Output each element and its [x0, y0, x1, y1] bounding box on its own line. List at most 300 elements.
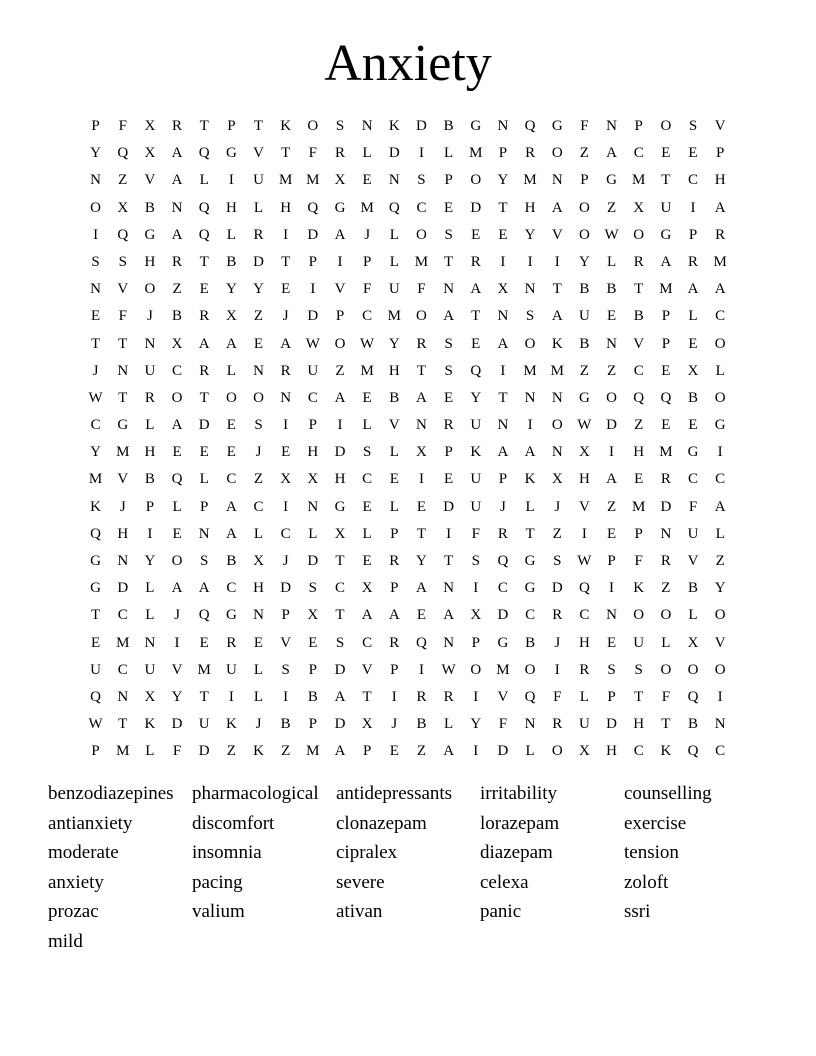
grid-letter: R	[715, 226, 726, 243]
grid-letter: S	[444, 226, 453, 243]
grid-letter: B	[688, 716, 699, 733]
grid-letter: Q	[416, 634, 427, 651]
grid-letter: O	[687, 661, 699, 678]
grid-letter: G	[524, 580, 536, 597]
grid-letter: A	[388, 607, 400, 624]
grid-letter: P	[308, 661, 317, 678]
grid-row	[82, 684, 734, 711]
grid-letter: O	[144, 281, 156, 298]
word-list-item: cipralex	[336, 842, 398, 864]
grid-letter: O	[307, 118, 319, 134]
grid-letter: A	[416, 389, 427, 406]
grid-letter: U	[388, 281, 400, 298]
grid-letter: N	[388, 172, 400, 189]
grid-letter: D	[280, 580, 292, 597]
grid-letter: N	[606, 118, 617, 134]
grid-letter: Z	[552, 525, 562, 542]
grid-letter: J	[282, 308, 289, 325]
grid-letter: Z	[253, 308, 264, 325]
grid-letter: W	[604, 226, 619, 243]
grid-letter: L	[389, 444, 399, 461]
grid-letter: D	[334, 661, 346, 678]
grid-letter: L	[715, 525, 725, 542]
grid-letter: N	[117, 688, 129, 705]
grid-letter: C	[633, 145, 644, 162]
grid-letter: P	[227, 118, 236, 134]
grid-letter: R	[334, 145, 345, 162]
grid-letter: K	[280, 118, 292, 134]
grid-letter: N	[497, 308, 509, 325]
grid-letter: L	[389, 253, 399, 270]
grid-letter: A	[171, 417, 183, 434]
grid-letter: S	[607, 661, 616, 678]
grid-letter: V	[361, 661, 373, 678]
grid-letter: V	[551, 226, 563, 243]
grid-letter: D	[497, 607, 509, 624]
grid-letter: U	[660, 199, 672, 216]
grid-letter: K	[253, 743, 264, 760]
grid-letter: H	[307, 444, 319, 461]
grid-letter: X	[497, 281, 509, 298]
grid-letter: L	[525, 743, 535, 760]
grid-letter: T	[253, 118, 264, 134]
grid-letter: X	[253, 553, 264, 569]
grid-letter: W	[441, 661, 456, 678]
grid-letter: P	[335, 308, 345, 325]
grid-letter: M	[632, 498, 646, 515]
grid-letter: P	[91, 743, 100, 760]
grid-letter: B	[226, 253, 237, 270]
grid-letter: J	[174, 607, 180, 624]
grid-letter: F	[580, 118, 589, 134]
grid-letter: J	[554, 498, 561, 515]
grid-letter: D	[198, 743, 210, 760]
grid-letter: Y	[90, 444, 101, 461]
grid-letter: Z	[606, 498, 617, 515]
grid-letter: D	[198, 417, 210, 434]
grid-letter: M	[469, 145, 483, 162]
grid-letter: L	[226, 362, 236, 379]
grid-letter: N	[497, 118, 509, 134]
grid-letter: I	[228, 688, 234, 705]
grid-letter: Q	[198, 145, 210, 162]
grid-letter: J	[92, 362, 99, 379]
grid-letter: A	[171, 580, 183, 597]
grid-letter: Q	[633, 389, 645, 406]
grid-letter: R	[688, 253, 699, 270]
grid-letter: I	[418, 661, 424, 678]
grid-row	[82, 521, 734, 548]
grid-letter: W	[360, 335, 375, 352]
word-list-item: exercise	[624, 812, 687, 834]
grid-letter: A	[198, 335, 210, 352]
grid-letter: Y	[171, 688, 183, 705]
grid-letter: C	[253, 498, 264, 515]
grid-letter: R	[416, 688, 427, 705]
grid-letter: I	[337, 253, 343, 270]
grid-letter: L	[253, 661, 264, 678]
grid-letter: N	[144, 335, 156, 352]
grid-letter: V	[633, 335, 645, 352]
grid-letter: Y	[416, 553, 427, 569]
grid-letter: C	[117, 661, 128, 678]
grid-letter: D	[470, 199, 482, 216]
grid-row	[82, 385, 734, 412]
grid-letter: B	[280, 716, 291, 733]
grid-letter: I	[554, 661, 560, 678]
grid-letter: D	[117, 580, 129, 597]
grid-letter: U	[225, 661, 237, 678]
grid-letter: F	[118, 308, 127, 325]
grid-letter: E	[471, 335, 481, 352]
grid-letter: H	[388, 362, 400, 379]
grid-letter: P	[200, 498, 209, 515]
grid-letter: K	[144, 716, 156, 733]
grid-letter: P	[444, 172, 453, 189]
grid-letter: N	[416, 417, 427, 434]
grid-letter: C	[715, 743, 726, 760]
grid-letter: C	[117, 607, 128, 624]
grid-letter: K	[660, 743, 672, 760]
grid-letter: P	[390, 525, 399, 542]
grid-letter: Z	[172, 281, 182, 298]
grid-letter: P	[607, 688, 616, 705]
grid-letter: U	[307, 362, 319, 379]
grid-letter: Y	[524, 226, 536, 243]
grid-letter: C	[688, 471, 699, 488]
grid-letter: N	[497, 417, 509, 434]
grid-letter: I	[473, 580, 479, 597]
grid-letter: E	[661, 145, 671, 162]
grid-letter: V	[117, 471, 129, 488]
grid-letter: O	[253, 389, 264, 406]
grid-letter: M	[116, 444, 130, 461]
grid-letter: S	[118, 253, 127, 270]
grid-letter: I	[283, 417, 289, 434]
grid-letter: L	[145, 607, 155, 624]
grid-letter: Q	[307, 199, 319, 216]
grid-letter: B	[633, 308, 644, 325]
word-list-item: ssri	[624, 901, 651, 923]
grid-letter: O	[524, 335, 536, 352]
grid-letter: V	[334, 281, 346, 298]
grid-letter: A	[225, 525, 237, 542]
page-title: Anxiety	[324, 35, 492, 92]
grid-letter: M	[279, 172, 293, 189]
grid-letter: I	[717, 444, 723, 461]
grid-letter: Z	[281, 743, 291, 760]
grid-letter: H	[117, 525, 129, 542]
grid-letter: L	[253, 688, 264, 705]
grid-letter: E	[389, 743, 399, 760]
grid-letter: I	[609, 444, 615, 461]
grid-letter: N	[551, 172, 563, 189]
grid-letter: E	[172, 444, 182, 461]
grid-letter: M	[360, 199, 374, 216]
grid-letter: T	[90, 607, 101, 624]
grid-letter: P	[390, 580, 399, 597]
grid-letter: E	[471, 226, 481, 243]
grid-letter: X	[578, 444, 590, 461]
word-list-item: discomfort	[192, 812, 275, 834]
grid-letter: V	[714, 118, 726, 134]
grid-letter: R	[199, 308, 210, 325]
grid-letter: T	[525, 525, 535, 542]
grid-letter: H	[144, 253, 156, 270]
grid-letter: I	[283, 226, 289, 243]
grid-letter: B	[579, 335, 590, 352]
grid-letter: A	[416, 580, 427, 597]
word-list-item: irritability	[480, 783, 558, 804]
grid-letter: T	[199, 253, 209, 270]
word-list-item: zoloft	[624, 871, 669, 893]
grid-letter: E	[199, 281, 209, 298]
grid-letter: E	[199, 634, 209, 651]
grid-letter: E	[362, 553, 372, 569]
grid-letter: C	[362, 308, 373, 325]
grid-letter: X	[687, 634, 699, 651]
grid-letter: L	[199, 471, 209, 488]
grid-letter: E	[90, 634, 101, 651]
grid-letter: J	[146, 308, 153, 325]
grid-letter: P	[444, 444, 453, 461]
grid-row	[82, 140, 734, 167]
grid-letter: E	[226, 444, 236, 461]
grid-letter: P	[362, 743, 372, 760]
grid-letter: V	[714, 634, 726, 651]
grid-letter: L	[362, 145, 372, 162]
grid-letter: Y	[578, 253, 590, 270]
grid-letter: B	[525, 634, 536, 651]
grid-letter: Z	[715, 553, 725, 569]
grid-letter: I	[609, 580, 615, 597]
grid-letter: Z	[335, 362, 345, 379]
grid-letter: Q	[687, 688, 699, 705]
grid-letter: C	[688, 172, 699, 189]
grid-letter: F	[553, 688, 562, 705]
grid-letter: I	[581, 525, 587, 542]
grid-letter: Z	[661, 580, 671, 597]
grid-letter: E	[172, 525, 182, 542]
grid-letter: L	[606, 253, 617, 270]
grid-letter: N	[524, 389, 536, 406]
grid-letter: L	[362, 417, 372, 434]
grid-letter: I	[717, 688, 723, 705]
grid-letter: T	[199, 118, 209, 134]
grid-letter: G	[117, 417, 129, 434]
grid-letter: E	[634, 471, 644, 488]
grid-letter: T	[661, 172, 671, 189]
grid-letter: W	[88, 389, 103, 406]
grid-letter: X	[470, 607, 482, 624]
grid-letter: L	[172, 498, 182, 515]
grid-letter: I	[283, 688, 289, 705]
grid-letter: G	[497, 634, 509, 651]
grid-letter: G	[660, 226, 672, 243]
grid-letter: O	[551, 145, 563, 162]
grid-letter: N	[524, 281, 536, 298]
grid-letter: V	[280, 634, 292, 651]
grid-letter: D	[416, 118, 427, 134]
grid-letter: Q	[470, 362, 482, 379]
grid-row	[82, 575, 734, 602]
grid-letter: R	[443, 417, 454, 434]
grid-letter: P	[91, 118, 100, 134]
grid-letter: T	[634, 688, 644, 705]
grid-row	[82, 167, 734, 194]
grid-letter: P	[471, 634, 480, 651]
grid-letter: E	[444, 471, 454, 488]
grid-letter: R	[199, 362, 210, 379]
grid-letter: O	[90, 199, 101, 216]
grid-letter: P	[308, 417, 317, 434]
grid-letter: R	[552, 716, 563, 733]
grid-row	[82, 412, 734, 439]
grid-letter: A	[497, 444, 509, 461]
grid-letter: I	[690, 199, 696, 216]
grid-letter: Q	[90, 688, 101, 705]
grid-letter: A	[551, 199, 563, 216]
grid-letter: A	[687, 281, 699, 298]
grid-letter: U	[633, 634, 645, 651]
grid-letter: D	[334, 716, 346, 733]
grid-letter: H	[714, 172, 726, 189]
grid-letter: N	[551, 444, 563, 461]
grid-letter: O	[714, 389, 726, 406]
grid-letter: R	[525, 145, 536, 162]
word-list-item: prozac	[48, 901, 99, 923]
grid-letter: R	[470, 253, 481, 270]
grid-letter: Q	[117, 226, 129, 243]
grid-letter: S	[254, 417, 263, 434]
grid-letter: S	[417, 172, 426, 189]
grid-letter: S	[362, 444, 372, 461]
grid-letter: O	[225, 389, 237, 406]
grid-letter: O	[660, 607, 672, 624]
grid-letter: B	[688, 389, 699, 406]
grid-letter: Q	[388, 199, 400, 216]
grid-letter: I	[418, 145, 424, 162]
letter-grid	[82, 113, 734, 766]
grid-letter: Y	[90, 145, 101, 162]
grid-letter: I	[337, 417, 343, 434]
word-list-item: insomnia	[192, 842, 262, 864]
grid-letter: T	[335, 607, 345, 624]
grid-letter: X	[117, 199, 129, 216]
grid-letter: I	[174, 634, 180, 651]
grid-letter: Q	[198, 607, 210, 624]
grid-letter: E	[416, 607, 427, 624]
grid-letter: H	[334, 471, 346, 488]
grid-letter: A	[225, 498, 237, 515]
grid-letter: A	[497, 335, 509, 352]
grid-letter: A	[443, 607, 455, 624]
grid-letter: C	[280, 525, 291, 542]
grid-letter: R	[389, 634, 400, 651]
word-list-item: diazepam	[480, 842, 553, 864]
grid-letter: H	[633, 444, 645, 461]
grid-letter: S	[281, 661, 290, 678]
grid-letter: P	[716, 145, 725, 162]
grid-letter: F	[417, 281, 426, 298]
grid-letter: D	[443, 498, 455, 515]
grid-letter: H	[225, 199, 237, 216]
grid-letter: O	[714, 335, 726, 352]
grid-row	[82, 222, 734, 249]
grid-letter: I	[500, 253, 506, 270]
grid-letter: I	[228, 172, 234, 189]
grid-letter: O	[470, 661, 482, 678]
grid-letter: E	[606, 308, 617, 325]
grid-letter: H	[606, 743, 617, 760]
grid-letter: X	[171, 335, 183, 352]
grid-letter: B	[172, 308, 183, 325]
grid-letter: P	[688, 226, 698, 243]
grid-letter: N	[253, 362, 264, 379]
grid-letter: T	[199, 389, 209, 406]
grid-letter: S	[91, 253, 100, 270]
grid-letter: F	[118, 118, 127, 134]
grid-letter: J	[119, 498, 126, 515]
grid-letter: D	[606, 716, 617, 733]
grid-letter: G	[578, 389, 590, 406]
grid-letter: V	[578, 498, 590, 515]
grid-letter: N	[443, 281, 455, 298]
grid-letter: E	[688, 417, 698, 434]
word-list-item: benzodiazepines	[48, 783, 174, 804]
grid-letter: Y	[470, 716, 482, 733]
grid-letter: V	[497, 688, 509, 705]
grid-letter: U	[90, 661, 101, 678]
grid-row	[82, 358, 734, 385]
grid-letter: L	[661, 634, 671, 651]
grid-letter: U	[687, 525, 699, 542]
grid-letter: L	[145, 417, 155, 434]
grid-letter: D	[660, 498, 672, 515]
grid-letter: A	[443, 743, 455, 760]
grid-letter: O	[551, 417, 563, 434]
grid-letter: P	[634, 525, 643, 542]
grid-row	[82, 276, 734, 303]
grid-letter: X	[551, 471, 563, 488]
word-list-item: severe	[336, 871, 385, 893]
grid-letter: Z	[226, 743, 236, 760]
grid-letter: J	[554, 634, 561, 651]
grid-letter: A	[606, 145, 617, 162]
grid-letter: P	[281, 607, 290, 624]
grid-letter: W	[305, 335, 320, 352]
grid-letter: X	[280, 471, 292, 488]
grid-letter: I	[554, 253, 560, 270]
grid-letter: W	[88, 716, 103, 733]
grid-letter: L	[145, 743, 155, 760]
grid-letter: R	[633, 253, 644, 270]
grid-letter: U	[578, 716, 590, 733]
grid-letter: M	[360, 362, 374, 379]
grid-letter: H	[578, 471, 590, 488]
grid-letter: O	[334, 335, 346, 352]
grid-letter: A	[225, 335, 237, 352]
grid-letter: C	[172, 362, 183, 379]
grid-letter: N	[361, 118, 373, 134]
grid-letter: E	[362, 498, 372, 515]
grid-letter: C	[362, 471, 373, 488]
grid-letter: S	[200, 553, 209, 569]
grid-letter: Y	[388, 335, 400, 352]
grid-letter: R	[416, 335, 427, 352]
grid-letter: W	[577, 553, 592, 569]
grid-letter: Q	[171, 471, 183, 488]
